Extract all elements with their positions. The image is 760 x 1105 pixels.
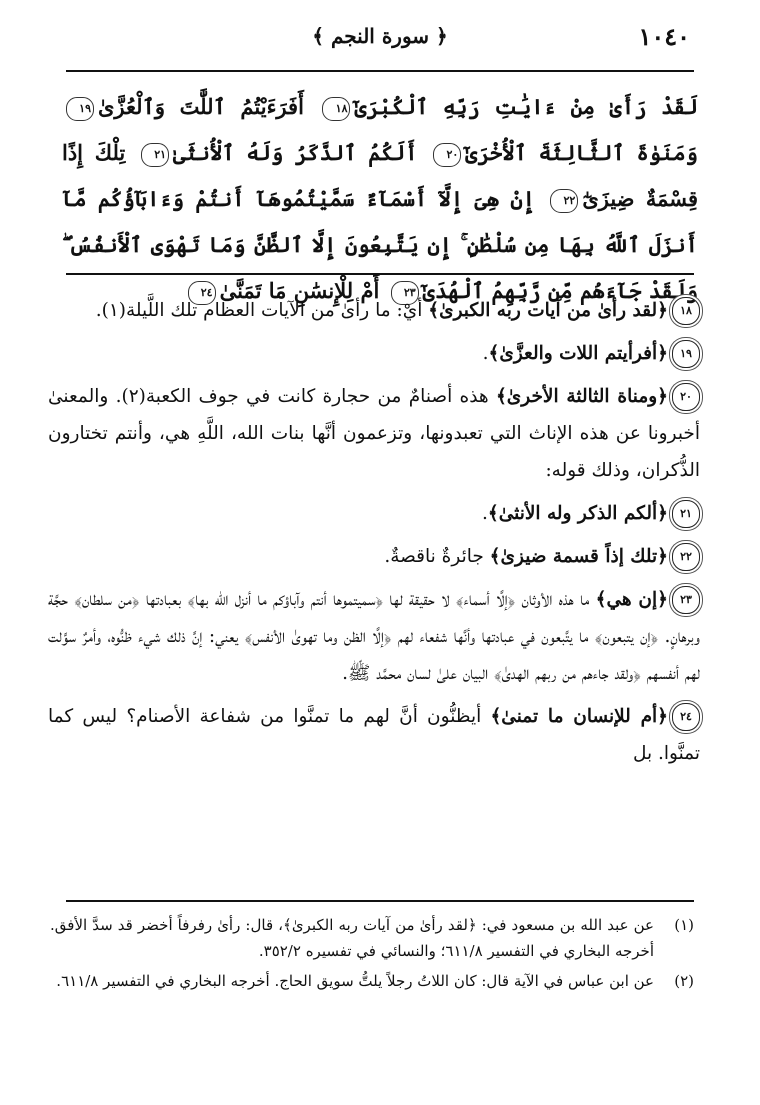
- ayah-number-marker: ٢١: [141, 143, 169, 167]
- tafsir-entry: [48, 378, 700, 489]
- tafsir-entry: [48, 581, 700, 692]
- ayah-number-marker: ٢٣: [391, 281, 419, 305]
- verse-quote: ﴿أفرأيتم اللات والعزَّىٰ﴾: [488, 343, 668, 364]
- tafsir-text: .: [482, 343, 489, 364]
- quran-verse-text: إِنْ هِىَ إِلَّآ أَسْمَآءٌ سَمَّيْتُمُوهَآ أَنتُمْ وَءَابَآؤُكُم مَّآ أَنزَلَ ٱللَّهُ بِهَا مِن سُلْطَٰنٍ ۚ إِن يَتَّبِعُونَ إِلَّا ٱلظَّنَّ وَمَا تَهْوَى ٱلْأَنفُسُ ۖ وَلَقَدْ جَآءَهُم مِّن رَّبِّهِمُ ٱلْهُدَىٰٓ: [62, 186, 698, 303]
- verse-quote: ﴿تلك إذاً قسمة ضيزىٰ﴾: [489, 546, 668, 567]
- tafsir-block: [48, 292, 700, 778]
- tafsir-text: ما هذه الأوثان ﴿إلَّا أسماء﴾ لا حقيقة لها ﴿سميتموها أنتم وآباؤكم ما أنزل الله بها﴾ بعبادتها ﴿من سلطان﴾ حجَّة وبرهانٍ. ﴿إن يتبعون﴾ ما يتَّبعون في عبادتها وأنَّها شفعاء لهم ﴿إلَّا الظن وما تهوىٰ الأنفس﴾ يعني: إنَّ ذلك شيء ظنُّوه، وأمرٌ سوَّلت لهم أنفسهم ﴿ولقد جاءهم من ربهم الهدىٰ﴾ البيان علىٰ لسان محمَّد ﷺ.: [48, 589, 700, 684]
- quran-verse-text: أَلَكُمُ ٱلذَّكَرُ وَلَهُ ٱلْأُنثَىٰ: [173, 140, 418, 165]
- quran-verse-text: لَقَدْ رَأَىٰ مِنْ ءَايَٰتِ رَبِّهِ ٱلْكُبْرَىٰٓ: [354, 94, 699, 119]
- verse-quote: ﴿ألكم الذكر وله الأنثىٰ﴾: [487, 503, 668, 524]
- footnote-number: (١): [674, 916, 694, 934]
- ayah-number-marker: ١٩: [66, 97, 94, 121]
- tafsir-entry: [48, 698, 700, 772]
- ayah-number-marker: ٢٢: [550, 189, 578, 213]
- footnote: [50, 912, 694, 964]
- tafsir-text: .: [481, 503, 488, 524]
- ayah-number-marker: ٢٤: [188, 281, 216, 305]
- ayah-number-marker: ٢٠: [433, 143, 461, 167]
- tafsir-entry: [48, 292, 700, 329]
- page-header: [70, 22, 690, 56]
- footnote-number: (٢): [674, 972, 694, 990]
- tafsir-text: أيْ: ما رأىٰ من الآيات العظام تلك اللَّيلة(١).: [95, 300, 429, 321]
- surah-title: ﴿ سورة النجم ﴾: [312, 24, 448, 48]
- verse-number-badge: ٢٣: [672, 586, 700, 614]
- quran-verse-text: وَمَنَوٰةَ ٱلثَّالِثَةَ ٱلْأُخْرَىٰٓ: [465, 140, 698, 165]
- footnote: [50, 968, 694, 994]
- footnote-text: عن عبد الله بن مسعود في: ﴿لقد رأىٰ من آيات ربه الكبرىٰ﴾، قال: رأىٰ رفرفاً أخضر قد سدَّ الأفق. أخرجه البخاري في التفسير ٦١١/٨؛ والنسائي في تفسيره ٣٥٢/٢.: [50, 916, 654, 960]
- tafsir-entry: [48, 335, 700, 372]
- verse-number-badge: ١٩: [672, 340, 700, 368]
- tafsir-entry: [48, 538, 700, 575]
- quran-divider: [66, 273, 694, 275]
- tafsir-text: أيظنُّون أنَّ لهم ما تمنَّوا من شفاعة الأصنام؟ ليس كما تمنَّوا. بل: [48, 706, 700, 764]
- verse-quote: ﴿إن هي﴾: [595, 589, 668, 610]
- verse-number-badge: ٢٤: [672, 703, 700, 731]
- page-number: ١٠٤٠: [638, 22, 690, 51]
- verse-number-badge: ١٨: [672, 297, 700, 325]
- verse-number-badge: ٢١: [672, 500, 700, 528]
- tafsir-text: هذه أصنامٌ من حجارة كانت في جوف الكعبة(٢). والمعنىٰ أخبرونا عن هذه الإناث التي تعبدونها، وتزعمون أنَّها بنات الله، اللَّهِ هي، وأنتم تختارون الذُّكران، وذلك قوله:: [48, 386, 700, 481]
- verse-quote: ﴿أم للإنسان ما تمنىٰ﴾: [490, 706, 668, 727]
- verse-number-badge: ٢٠: [672, 383, 700, 411]
- footnote-divider: [66, 900, 694, 902]
- ayah-number-marker: ١٨: [322, 97, 350, 121]
- verse-quote: ﴿ومناة الثالثة الأخرىٰ﴾: [495, 386, 668, 407]
- footnote-text: عن ابن عباس في الآية قال: كان اللاتُ رجلاً يلتُّ سويق الحاج. أخرجه البخاري في التفسير ٦١١/٨.: [56, 972, 654, 990]
- header-divider: [66, 70, 694, 72]
- tafsir-text: جائرةٌ ناقصةٌ.: [384, 546, 490, 567]
- quran-text-block: [62, 84, 698, 314]
- quran-verse-text: أَفَرَءَيْتُمُ ٱللَّٰتَ وَٱلْعُزَّىٰ: [98, 94, 304, 119]
- footnotes: [50, 912, 694, 998]
- quran-verse-text: أَمْ لِلْإِنسَٰنِ مَا تَمَنَّىٰ: [219, 278, 380, 303]
- quran-verse-text: تِلْكَ إِذًا قِسْمَةٌ ضِيزَىٰٓ: [62, 140, 698, 211]
- verse-quote: ﴿لقد رأىٰ من آيات ربه الكبرىٰ﴾: [428, 300, 668, 321]
- tafsir-entry: [48, 495, 700, 532]
- verse-number-badge: ٢٢: [672, 543, 700, 571]
